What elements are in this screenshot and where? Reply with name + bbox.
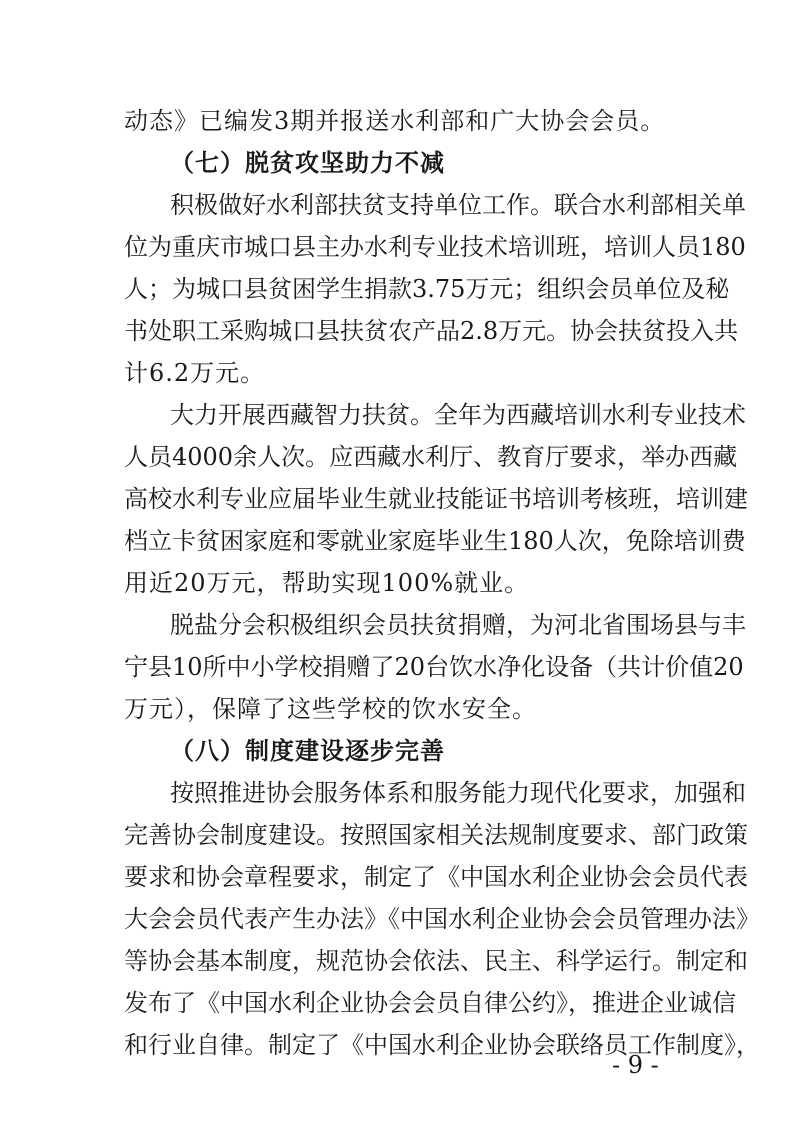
text-line: 万元），保障了这些学校的饮水安全。 <box>124 695 537 723</box>
text-line: 档立卡贫困家庭和零就业家庭毕业生180人次，免除培训费 <box>124 527 746 555</box>
text-line: 计6.2万元。 <box>124 359 266 387</box>
text-line: 和行业自律。制定了《中国水利企业协会联络员工作制度》， <box>124 1031 760 1059</box>
section-7-heading: （七）脱贫攻坚助力不减 <box>170 149 445 177</box>
page-number: - 9 - <box>612 1051 659 1079</box>
text-line: 人员4000余人次。应西藏水利厅、教育厅要求，举办西藏 <box>124 443 738 471</box>
text-line: 积极做好水利部扶贫支持单位工作。联合水利部相关单 <box>170 191 746 219</box>
section-8-heading: （八）制度建设逐步完善 <box>170 737 445 765</box>
text-line: 脱盐分会积极组织会员扶贫捐赠，为河北省围场县与丰 <box>170 611 746 639</box>
text-line: 按照推进协会服务体系和服务能力现代化要求，加强和 <box>170 779 746 807</box>
text-line: 大会会员代表产生办法》《中国水利企业协会会员管理办法》 <box>124 905 760 933</box>
text-line: 大力开展西藏智力扶贫。全年为西藏培训水利专业技术 <box>170 401 746 429</box>
text-line: 宁县10所中小学校捐赠了20台饮水净化设备（共计价值20 <box>124 653 744 681</box>
continuation-line: 动态》已编发3期并报送水利部和广大协会会员。 <box>124 107 666 135</box>
text-line: 发布了《中国水利企业协会会员自律公约》，推进企业诚信 <box>124 989 736 1017</box>
text-line: 书处职工采购城口县扶贫农产品2.8万元。协会扶贫投入共 <box>124 317 739 345</box>
text-line: 完善协会制度建设。按照国家相关法规制度要求、部门政策 <box>124 821 748 849</box>
text-line: 等协会基本制度，规范协会依法、民主、科学运行。制定和 <box>124 947 748 975</box>
text-line: 高校水利专业应届毕业生就业技能证书培训考核班，培训建 <box>124 485 748 513</box>
text-line: 位为重庆市城口县主办水利专业技术培训班，培训人员180 <box>124 233 746 261</box>
text-line: 用近20万元，帮助实现100%就业。 <box>124 569 530 597</box>
text-line: 人；为城口县贫困学生捐款3.75万元；组织会员单位及秘 <box>124 275 730 303</box>
text-line: 要求和协会章程要求，制定了《中国水利企业协会会员代表 <box>124 863 748 891</box>
